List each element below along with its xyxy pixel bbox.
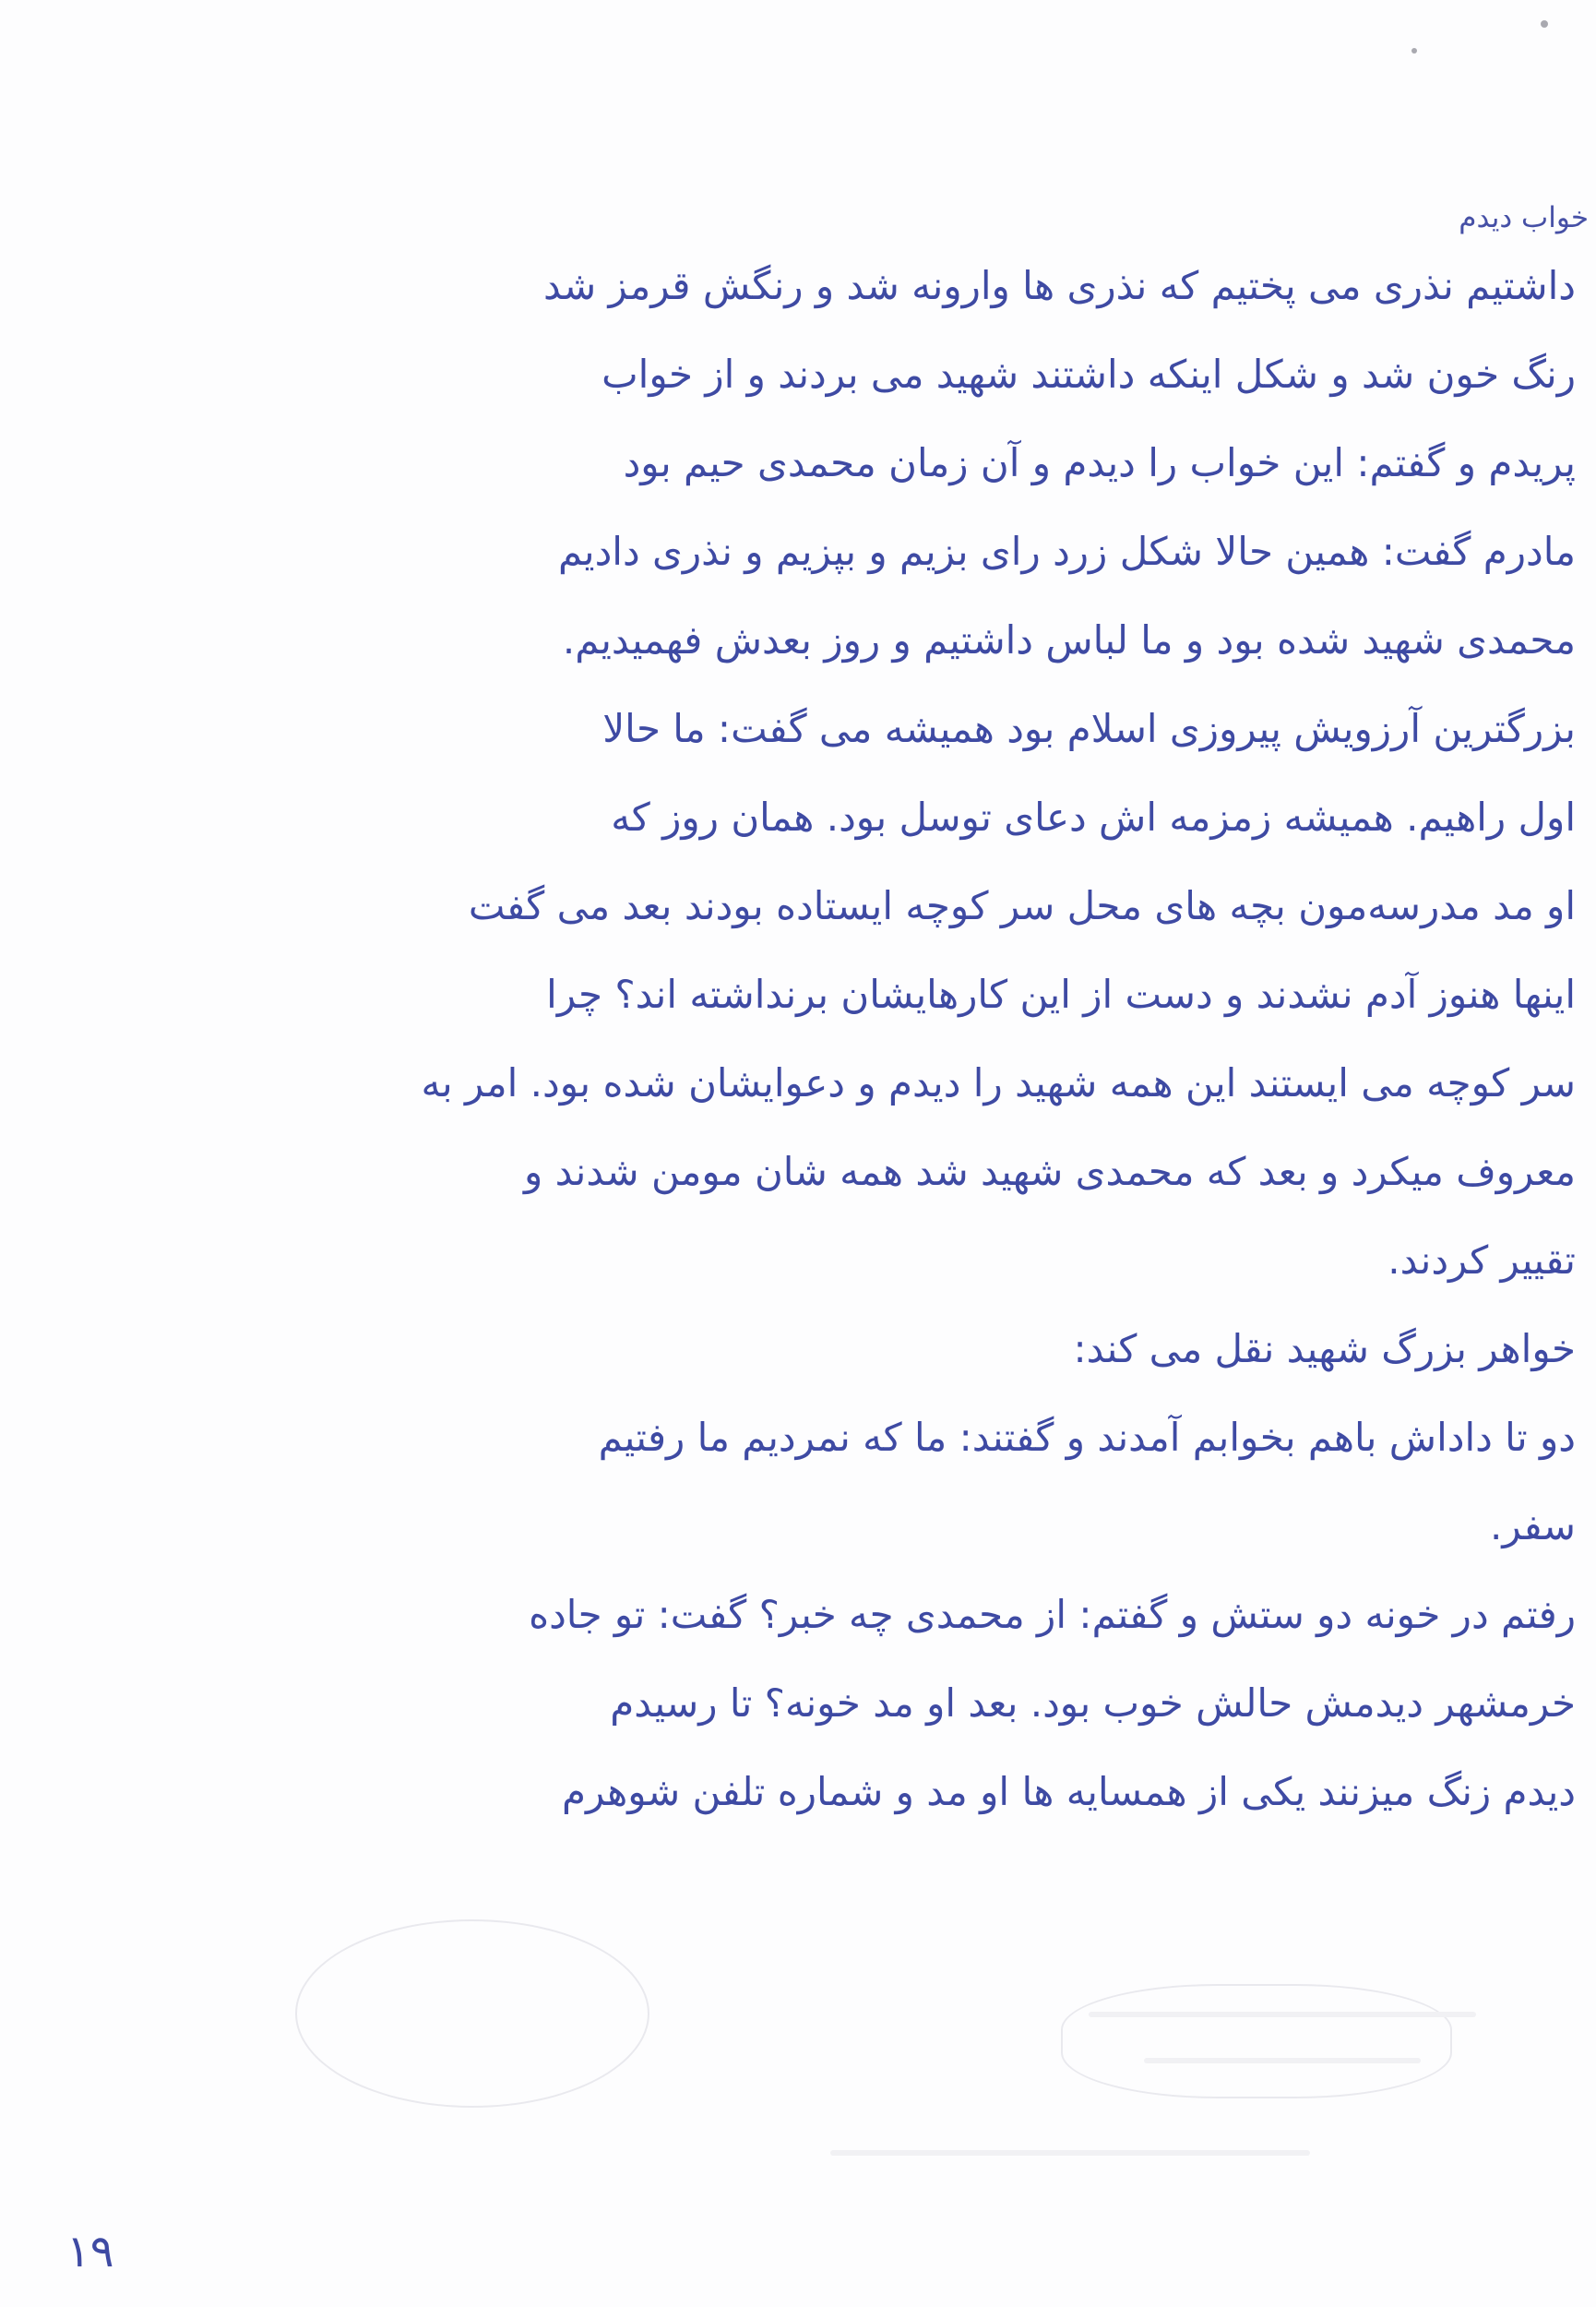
text-line: خواهر بزرگ شهید نقل می کند: [1073, 1326, 1576, 1371]
text-line: خرمشهر دیدمش حالش خوب بود. بعد او مد خونه؟ تا رسیدم [610, 1680, 1576, 1726]
bleed-through-mark [295, 1919, 649, 2108]
text-line: پریدم و گفتم: این خواب را دیدم و آن زمان محمدی حیم بود [623, 440, 1576, 485]
text-line: تقییر کردند. [1388, 1237, 1576, 1283]
text-line: مادرم گفت: همین حالا شکل زرد رای بزیم و بپزیم و نذری دادیم [557, 529, 1576, 574]
text-line: دو تا داداش باهم بخوابم آمدند و گفتند: ما که نمردیم ما رفتیم [598, 1415, 1576, 1460]
text-line: داشتیم نذری می پختیم که نذری ها وارونه شد و رنگش قرمز شد [542, 263, 1576, 308]
text-line: رنگ خون شد و شکل اینکه داشتند شهید می بردند و از خواب [601, 352, 1576, 397]
bleed-through-mark [1089, 2012, 1476, 2017]
text-line: دیدم زنگ میزنند یکی از همسایه ها او مد و شماره تلفن شوهرم [561, 1769, 1576, 1814]
text-line: رفتم در خونه دو ستش و گفتم: از محمدی چه خبر؟ گفت: تو جاده [529, 1592, 1576, 1637]
ink-speck [1411, 48, 1417, 54]
text-line: اول راهیم. همیشه زمزمه اش دعای توسل بود. همان روز که [611, 795, 1576, 840]
page-number: ۱۹ [66, 2226, 114, 2277]
page-title: خواب دیدم [1459, 201, 1589, 234]
text-line: او مد مدرسه‌مون بچه های محل سر کوچه ایستاده بودند بعد می گفت [468, 883, 1576, 928]
bleed-through-mark [1061, 1984, 1452, 2098]
ink-speck [1541, 20, 1548, 28]
text-line: سر کوچه می ایستند این همه شهید را دیدم و دعوایشان شده بود. امر به [421, 1060, 1576, 1106]
handwritten-body [28, 242, 1576, 1836]
text-line: معروف میکرد و بعد که محمدی شهید شد همه شان مومن شدند و [523, 1149, 1576, 1194]
text-line: سفر. [1490, 1503, 1576, 1548]
bleed-through-mark [830, 2150, 1310, 2156]
text-line: محمدی شهید شده بود و ما لباس داشتیم و روز بعدش فهمیدیم. [562, 617, 1576, 663]
bleed-through-mark [1144, 2058, 1421, 2063]
text-line: اینها هنوز آدم نشدند و دست از این کارهایشان برنداشته اند؟ چرا [546, 972, 1576, 1017]
text-line: بزرگترین آرزویش پیروزی اسلام بود همیشه می گفت: ما حالا [602, 706, 1576, 751]
